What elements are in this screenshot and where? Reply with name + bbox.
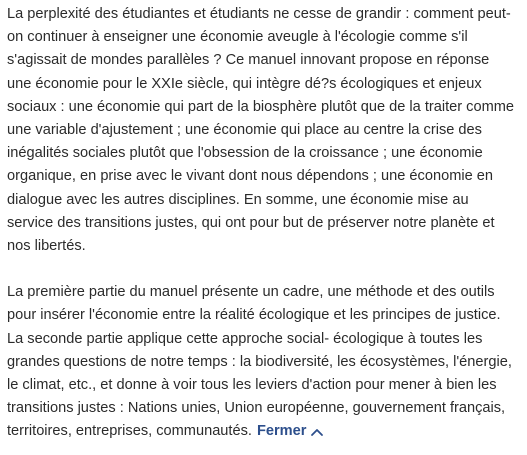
description-paragraph-2 — [7, 281, 517, 443]
collapse-label: Fermer — [256, 423, 307, 440]
description-paragraph-2-text: La première partie du manuel présente un cadre, une méthode et des outils pour insérer l'économie entre la réalité écologique et les principes de justice. La seconde partie applique cette approche social- écologique à toutes les grandes questions de notre temps : la biodiversité, les écosystèmes, l'énergie, le climat, etc., et donne à voir tous les leviers d'action pour mener à bien les transitions justes : Nations unies, Union européenne, gouvernement français, territoires, entreprises, communautés. — [7, 284, 512, 440]
chevron-up-icon — [310, 425, 324, 439]
description-paragraph-1: La perplexité des étudiantes et étudiants ne cesse de grandir : comment peut-on continuer à enseigner une économie aveugle à l'écologie comme s'il s'agissait de mondes parallèles ? Ce manuel innovant propose en réponse une économie pour le XXIe siècle, qui intègre dé?s écologiques et enjeux sociaux : une économie qui part de la biosphère plutôt que de la traiter comme une variable d'ajustement ; une économie qui place au centre la crise des inégalités sociales plutôt que l'obsession de la croissance ; une économie organique, en prise avec le vivant dont nous dépendons ; une économie en dialogue avec les autres disciplines. En somme, une économie mise au service des transitions justes, qui ont pour but de préserver notre planète et nos libertés. — [7, 6, 515, 255]
collapse-description-link[interactable] — [257, 420, 324, 443]
